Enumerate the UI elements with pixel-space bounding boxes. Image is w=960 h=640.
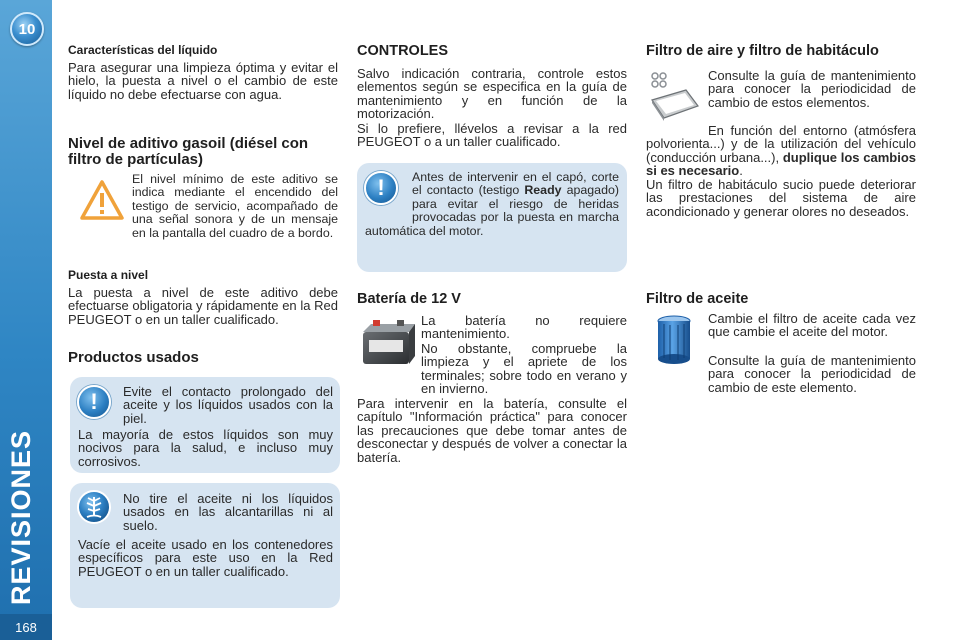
filtro-aire-heading: Filtro de aire y filtro de habitáculo <box>646 43 879 59</box>
controles-heading: CONTROLES <box>357 43 449 59</box>
battery-icon <box>359 314 415 370</box>
liquido-paragraph: Para asegurar una limpieza óptima y evitar el hielo, la puesta a nivel o el cambio de este líquido no debe efectuarse con agua. <box>68 60 338 102</box>
filtro-aceite-paragraph-2: Consulte la guía de mantenimiento para conocer la periodicidad de cambio de este elemento. <box>708 353 916 395</box>
duplicate-changes-note: duplique los cambios si es necesario <box>646 149 916 179</box>
air-filter-icon <box>648 70 700 122</box>
environment-icon <box>76 489 112 525</box>
chapter-sidebar <box>0 0 52 640</box>
filtro-aire-paragraph-1: Consulte la guía de mantenimiento para conocer la periodicidad de cambio de estos elementos. <box>708 68 916 110</box>
liquido-heading: Características del líquido <box>68 43 218 57</box>
skin-warning-text: Evite el contacto prolongado del aceite y los líquidos usados con la piel. <box>123 384 333 426</box>
bateria-paragraph-1: La batería no requiere mantenimiento. <box>421 313 627 342</box>
recycling-text: Vacíe el aceite usado en los contenedores específicos para este uso en la Red PEUGEOT o en un taller cualificado. <box>78 537 333 579</box>
disposal-text: No tire el aceite ni los líquidos usados en las alcantarillas ni al suelo. <box>123 491 333 533</box>
aditivo-heading: Nivel de aditivo gasoil (diésel con filtro de partículas) <box>68 135 309 168</box>
filtro-aire-paragraph-3: Un filtro de habitáculo sucio puede deteriorar las prestaciones del sistema de aire acondicionado y generar olores no deseados. <box>646 177 916 219</box>
toxicity-text: La mayoría de estos líquidos son muy nocivos para la salud, e incluso muy corrosivos. <box>78 427 333 469</box>
exclamation-icon: ! <box>77 385 111 419</box>
exclamation-icon: ! <box>364 171 398 205</box>
filtro-aire-paragraph-2: En función del entorno (atmósfera polvorienta...) y de la utilización del vehículo (conducción urbana...), duplique los cambios si es necesario. <box>646 123 916 179</box>
controles-paragraph-2: Si lo prefiere, llévelos a revisar a la red PEUGEOT o a un taller cualificado. <box>357 121 627 150</box>
productos-heading: Productos usados <box>68 349 199 366</box>
puesta-heading: Puesta a nivel <box>68 268 149 282</box>
bateria-paragraph-2: No obstante, compruebe la limpieza y el apriete de los terminales; sobre todo en verano y en invierno. <box>421 341 627 397</box>
page-number: 168 <box>0 614 52 640</box>
ready-indicator-label: Ready <box>524 183 562 198</box>
disposal-box <box>70 483 340 608</box>
hood-warning-text: Antes de intervenir en el capó, corte el contacto (testigo Ready apagado) para evitar el riesgo de heridas provocadas por la puesta en marcha automática del motor. <box>365 170 619 238</box>
controles-paragraph-1: Salvo indicación contraria, controle estos elementos según se especifica en la guía de mantenimiento y en función de la motorización. <box>357 66 627 122</box>
chapter-badge: 10 <box>10 12 44 46</box>
filtro-aceite-paragraph-1: Cambie el filtro de aceite cada vez que cambie el aceite del motor. <box>708 311 916 340</box>
warning-icon <box>80 180 124 220</box>
bateria-heading: Batería de 12 V <box>357 291 461 307</box>
skin-warning-box <box>70 377 340 473</box>
filtro-aceite-heading: Filtro de aceite <box>646 291 749 307</box>
aditivo-paragraph: El nivel mínimo de este aditivo se indica mediante el encendido del testigo de servicio, acompañado de una señal sonora y de un mensaje en la pantalla del cuadro de a bordo. <box>132 172 338 240</box>
puesta-paragraph: La puesta a nivel de este aditivo debe efectuarse obligatoria y rápidamente en la Red PEUGEOT o en un taller cualificado. <box>68 285 338 327</box>
hood-warning-box <box>357 163 627 272</box>
oil-filter-icon <box>654 314 694 366</box>
bateria-paragraph-3: Para intervenir en la batería, consulte el capítulo "Información práctica" para conocer las precauciones que debe tomar antes de desconectar y después de volver a conectar la batería. <box>357 396 627 465</box>
chapter-title: REVISIONES <box>6 429 36 605</box>
